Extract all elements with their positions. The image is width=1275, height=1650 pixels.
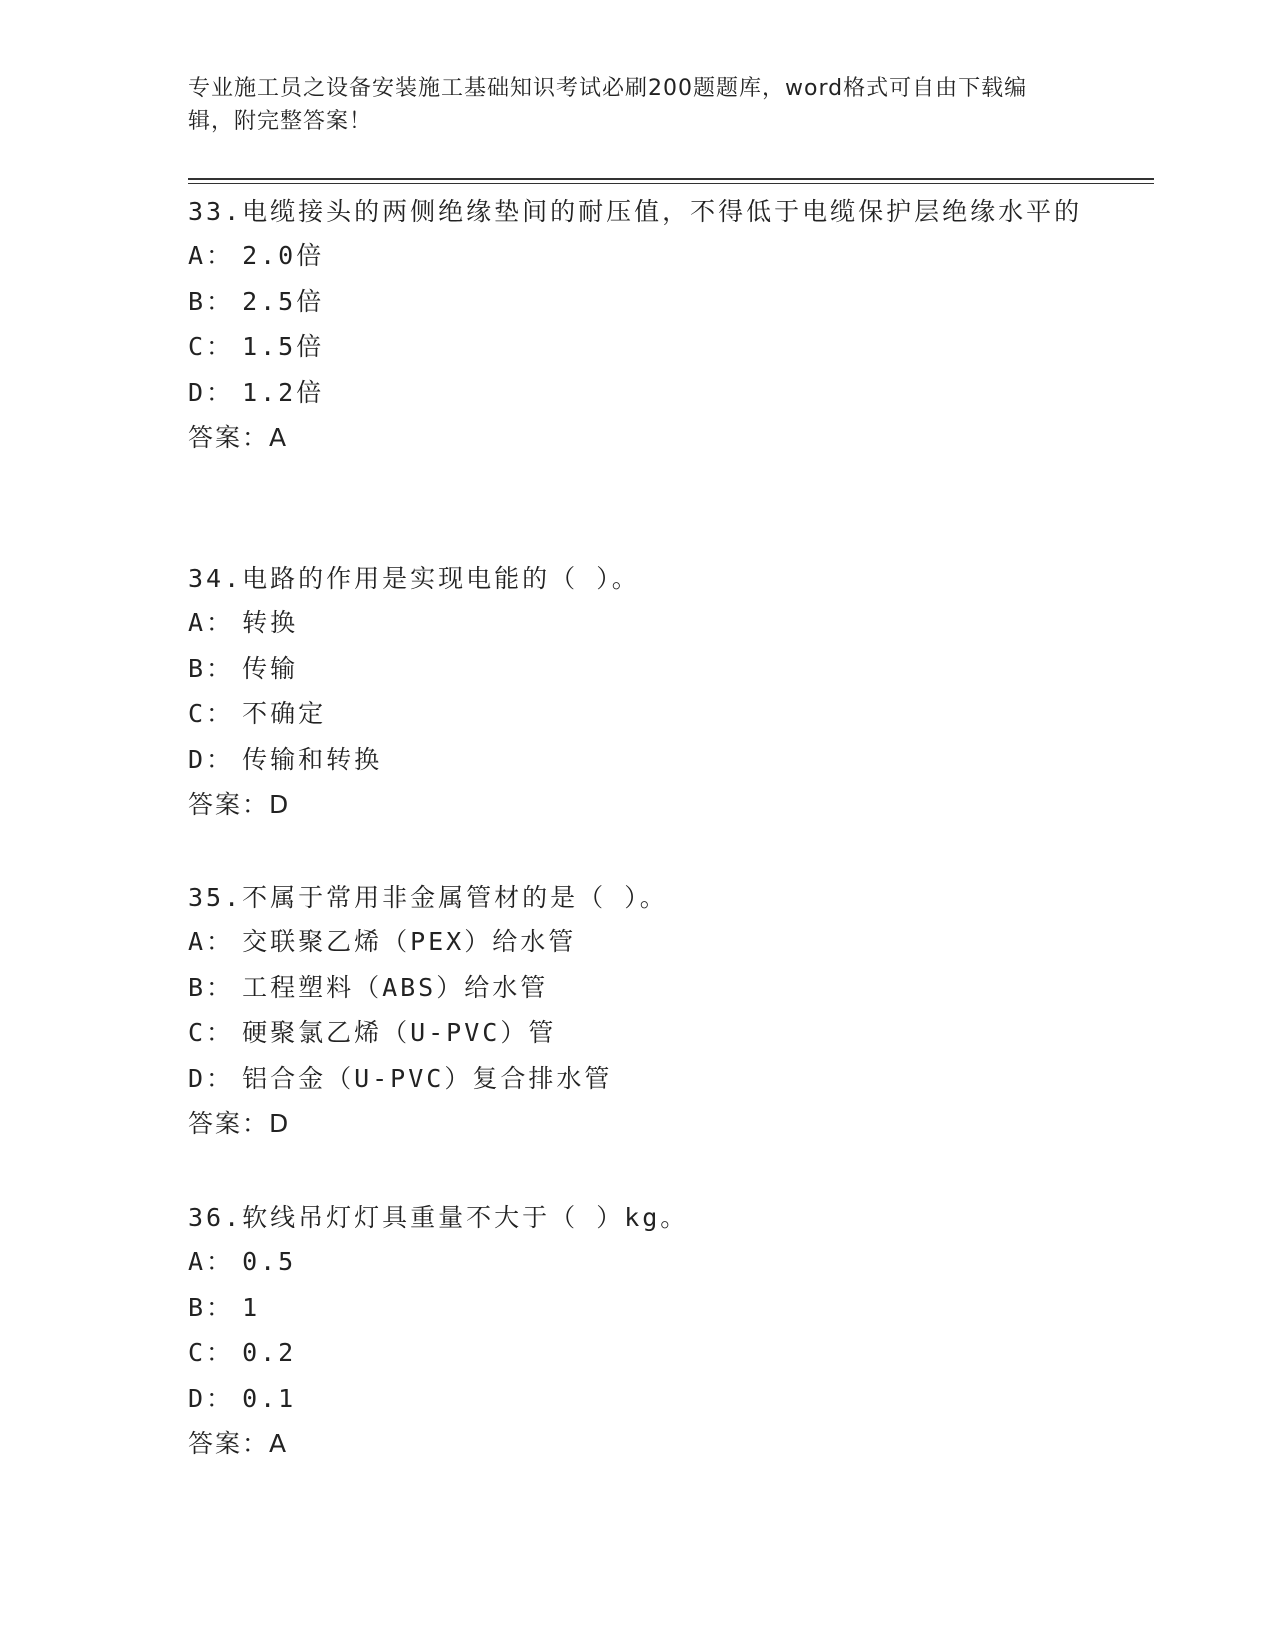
answer-line: 答案：D: [188, 790, 291, 819]
option-key: A：: [188, 1247, 235, 1276]
option-key: C：: [188, 1338, 235, 1367]
option-key: D：: [188, 1063, 235, 1093]
option-a: [188, 233, 1088, 279]
answer-line: 答案：A: [188, 423, 289, 452]
option-key: D：: [188, 377, 235, 407]
option-value: 传输: [242, 653, 299, 683]
option-key: C：: [188, 699, 235, 728]
question-text: 34.电路的作用是实现电能的（ ）。: [188, 564, 640, 593]
option-value: 2.0倍: [242, 241, 325, 270]
answer-line: 答案：D: [188, 1109, 291, 1138]
option-c: [188, 324, 1088, 370]
option-key: C：: [188, 1018, 235, 1047]
option-c: [188, 691, 1088, 737]
header-divider-thin: [188, 183, 1154, 184]
question-text: 35.不属于常用非金属管材的是（ ）。: [188, 883, 668, 912]
option-c: [188, 1330, 1088, 1376]
document-header: 专业施工员之设备安装施工基础知识考试必刷200题题库，word格式可自由下载编辑，附完整答案！: [188, 76, 1028, 134]
option-key: D：: [188, 744, 235, 774]
option-value: 硬聚氯乙烯（U-PVC）管: [242, 1018, 557, 1047]
option-key: D：: [188, 1383, 235, 1413]
option-d: [188, 370, 1088, 416]
option-value: 1.2倍: [242, 377, 325, 407]
option-value: 0.5: [242, 1247, 297, 1276]
option-value: 1.5倍: [242, 332, 325, 361]
option-key: A：: [188, 927, 235, 956]
option-value: 铝合金（U-PVC）复合排水管: [242, 1063, 613, 1093]
question-34: [188, 557, 1088, 827]
option-d: [188, 737, 1088, 783]
option-d: [188, 1376, 1088, 1422]
question-33: [188, 190, 1088, 460]
question-36: [188, 1196, 1088, 1466]
question-35: [188, 876, 1088, 1146]
option-key: A：: [188, 608, 235, 637]
option-a: [188, 919, 1088, 965]
option-key: B：: [188, 653, 235, 683]
option-b: [188, 965, 1088, 1011]
option-a: [188, 1239, 1088, 1285]
option-d: [188, 1056, 1088, 1102]
option-value: 1: [242, 1292, 261, 1322]
option-key: B：: [188, 1292, 235, 1322]
option-value: 转换: [242, 608, 299, 637]
option-value: 交联聚乙烯（PEX）给水管: [242, 927, 577, 956]
option-value: 0.2: [242, 1338, 297, 1367]
question-text: 36.软线吊灯灯具重量不大于（ ）kg。: [188, 1203, 689, 1232]
option-key: B：: [188, 972, 235, 1002]
option-key: C：: [188, 332, 235, 361]
option-value: 传输和转换: [242, 744, 383, 774]
option-b: [188, 279, 1088, 325]
option-value: 不确定: [242, 699, 327, 728]
question-text: 33.电缆接头的两侧绝缘垫间的耐压值，不得低于电缆保护层绝缘水平的: [188, 197, 1083, 226]
option-c: [188, 1010, 1088, 1056]
option-value: 2.5倍: [242, 286, 325, 316]
answer-line: 答案：A: [188, 1429, 289, 1458]
option-key: A：: [188, 241, 235, 270]
option-key: B：: [188, 286, 235, 316]
option-b: [188, 1285, 1088, 1331]
option-value: 0.1: [242, 1383, 297, 1413]
option-b: [188, 646, 1088, 692]
option-value: 工程塑料（ABS）给水管: [242, 972, 549, 1002]
option-a: [188, 600, 1088, 646]
header-divider-thick: [188, 178, 1154, 180]
